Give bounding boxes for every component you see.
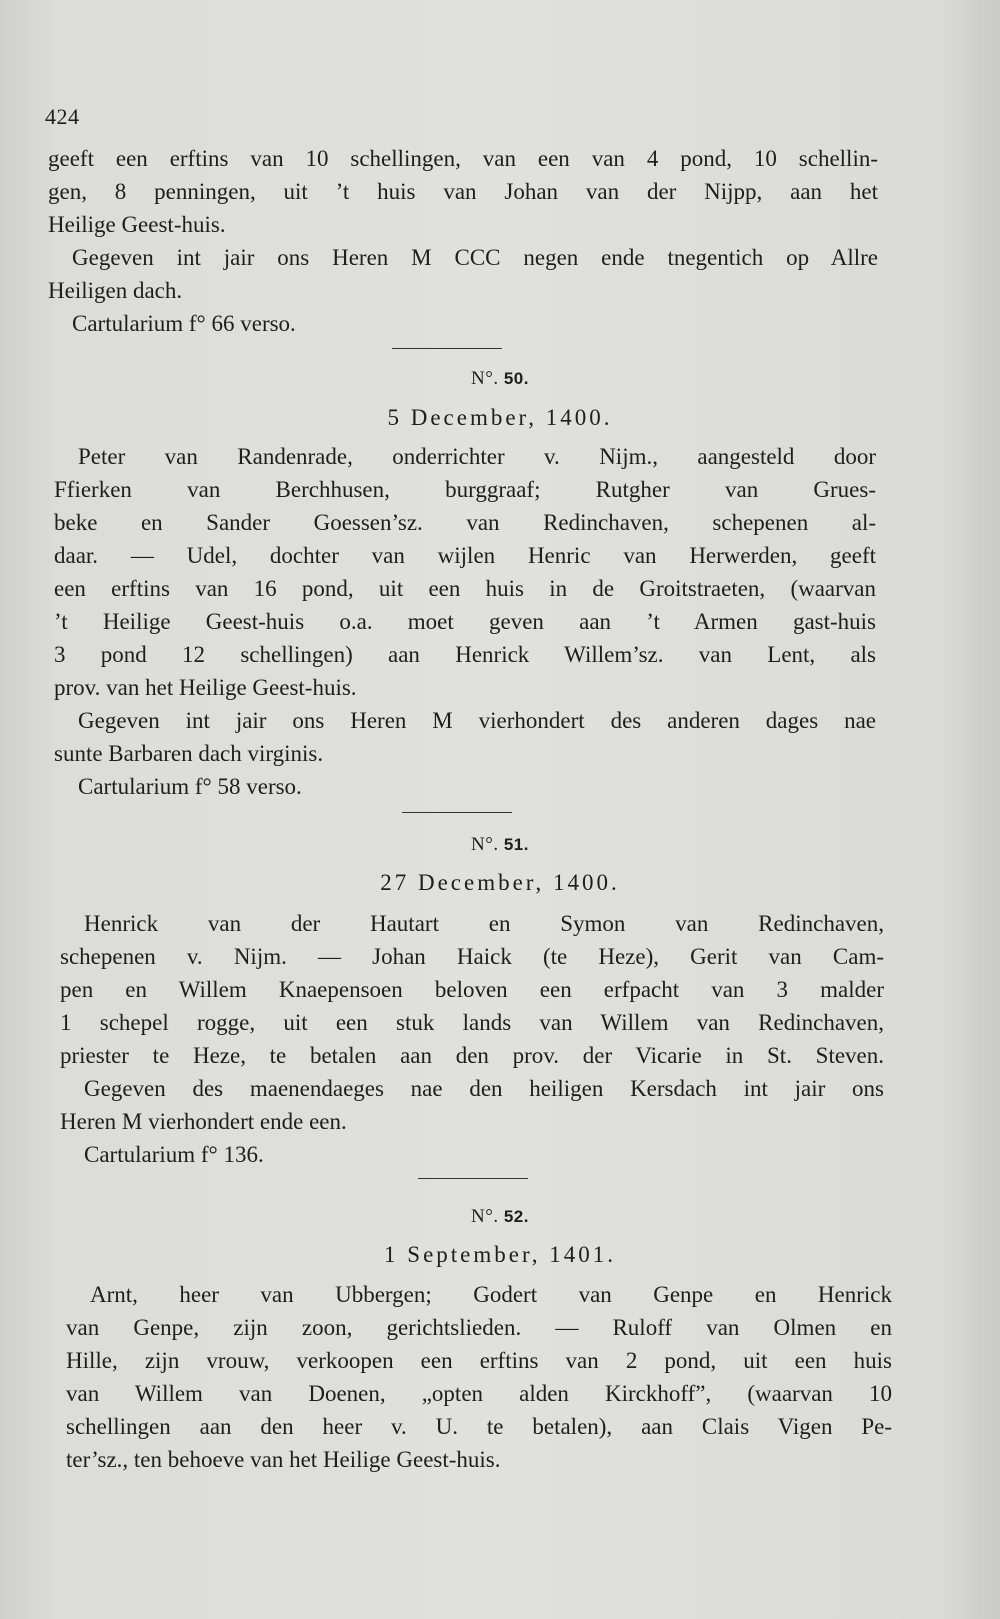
text-line: Gegeven int jair ons Heren M vierhondert des anderen dages nae — [78, 708, 876, 733]
text-line: daar. — Udel, dochter van wijlen Henric van Herwerden, geeft — [54, 543, 876, 568]
entry-text-52 — [66, 1278, 892, 1476]
text-line: prov. van het Heilige Geest-huis. — [54, 675, 357, 700]
text-line: beke en Sander Goessen’sz. van Redinchaven, schepenen al- — [54, 510, 876, 535]
text-line: schepenen v. Nijm. — Johan Haick (te Heze), Gerit van Cam- — [60, 944, 884, 969]
text-line: Gegeven des maenendaeges nae den heiligen Kersdach int jair ons — [84, 1076, 884, 1101]
text-line: pen en Willem Knaepensoen beloven een erfpacht van 3 malder — [60, 977, 884, 1002]
text-line: Cartularium f° 136. — [84, 1142, 264, 1167]
text-line: ’t Heilige Geest-huis o.a. moet geven aan ’t Armen gast-huis — [54, 609, 876, 634]
entry-number-50 — [0, 368, 1000, 390]
text-line: Hille, zijn vrouw, verkoopen een erftins van 2 pond, uit een huis — [66, 1348, 892, 1373]
entry-number-prefix: N°. — [471, 1206, 499, 1227]
text-line: Arnt, heer van Ubbergen; Godert van Genpe en Henrick — [90, 1282, 892, 1307]
page-number: 424 — [45, 104, 80, 129]
text-line: Cartularium f° 66 verso. — [72, 311, 296, 336]
text-line: sunte Barbaren dach virginis. — [54, 741, 324, 766]
text-line: Gegeven int jair ons Heren M CCC negen ende tnegentich op Allre — [72, 245, 878, 270]
entry-number-52 — [0, 1206, 1000, 1228]
section-divider — [418, 1178, 528, 1179]
entry-text-50 — [54, 440, 876, 803]
text-line: een erftins van 16 pond, uit een huis in de Groitstraeten, (waarvan — [54, 576, 876, 601]
text-line: van Willem van Doenen, „opten alden Kirckhoff”, (waarvan 10 — [66, 1381, 892, 1406]
entry-date-51: 27 December, 1400. — [380, 870, 620, 895]
text-line: Peter van Randenrade, onderrichter v. Nijm., aangesteld door — [78, 444, 876, 469]
text-line: Heren M vierhondert ende een. — [60, 1109, 347, 1134]
entry-number-value: 51. — [503, 835, 529, 854]
text-line: schellingen aan den heer v. U. te betalen), aan Clais Vigen Pe- — [66, 1414, 892, 1439]
text-line: Henrick van der Hautart en Symon van Redinchaven, — [84, 911, 884, 936]
text-line: 3 pond 12 schellingen) aan Henrick Willem’sz. van Lent, als — [54, 642, 876, 667]
section-divider — [392, 348, 502, 349]
entry-date-50: 5 December, 1400. — [387, 405, 613, 430]
text-line: Cartularium f° 58 verso. — [78, 774, 302, 799]
text-line: priester te Heze, te betalen aan den prov. der Vicarie in St. Steven. — [60, 1043, 884, 1068]
text-line: ter’sz., ten behoeve van het Heilige Geest-huis. — [66, 1447, 501, 1472]
text-line: Heiligen dach. — [48, 278, 183, 303]
entry-text-51 — [60, 907, 884, 1171]
section-divider — [402, 812, 512, 813]
entry-number-51 — [0, 834, 1000, 856]
text-line: Ffierken van Berchhusen, burggraaf; Rutgher van Grues- — [54, 477, 876, 502]
entry-number-value: 52. — [503, 1207, 529, 1226]
entry-number-prefix: N°. — [471, 834, 499, 855]
prev-entry-text — [48, 142, 878, 340]
entry-number-value: 50. — [503, 369, 529, 388]
text-line: geeft een erftins van 10 schellingen, van een van 4 pond, 10 schellin- — [48, 146, 878, 171]
entry-date-52: 1 September, 1401. — [384, 1242, 616, 1267]
text-line: van Genpe, zijn zoon, gerichtslieden. — Ruloff van Olmen en — [66, 1315, 892, 1340]
text-line: gen, 8 penningen, uit ’t huis van Johan van der Nijpp, aan het — [48, 179, 878, 204]
entry-number-prefix: N°. — [471, 368, 499, 389]
text-line: 1 schepel rogge, uit een stuk lands van Willem van Redinchaven, — [60, 1010, 884, 1035]
text-line: Heilige Geest-huis. — [48, 212, 226, 237]
